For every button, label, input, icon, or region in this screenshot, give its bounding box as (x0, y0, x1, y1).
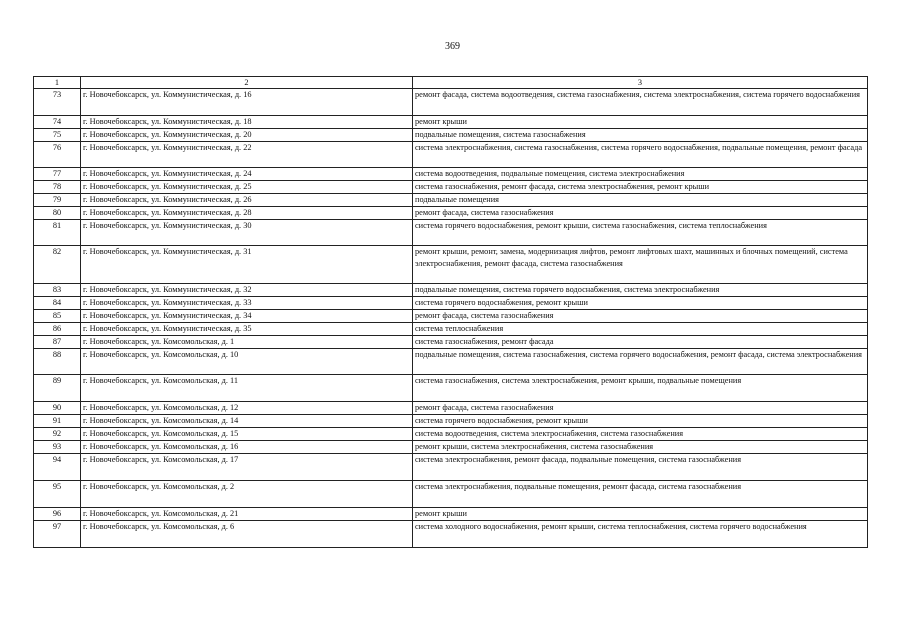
row-works: ремонт крыши, система электроснабжения, система газоснабжения (413, 441, 868, 454)
row-address: г. Новочебоксарск, ул. Коммунистическая, д. 30 (81, 220, 413, 246)
row-works: система горячего водоснабжения, ремонт крыши, система газоснабжения, система теплоснабжения (413, 220, 868, 246)
table-row (34, 246, 868, 284)
row-address: г. Новочебоксарск, ул. Коммунистическая, д. 26 (81, 194, 413, 207)
row-works: подвальные помещения, система горячего водоснабжения, система электроснабжения (413, 284, 868, 297)
header-row (34, 77, 868, 89)
row-number: 90 (34, 402, 81, 415)
row-address: г. Новочебоксарск, ул. Комсомольская, д. 15 (81, 428, 413, 441)
row-number: 81 (34, 220, 81, 246)
column-number-2: 2 (81, 77, 413, 89)
row-address: г. Новочебоксарск, ул. Комсомольская, д. 11 (81, 375, 413, 402)
table-row (34, 481, 868, 508)
row-number: 86 (34, 323, 81, 336)
table-row (34, 89, 868, 116)
table-row (34, 116, 868, 129)
row-works: ремонт фасада, система газоснабжения (413, 310, 868, 323)
row-number: 97 (34, 521, 81, 548)
table-row (34, 129, 868, 142)
row-number: 76 (34, 142, 81, 168)
row-number: 78 (34, 181, 81, 194)
row-address: г. Новочебоксарск, ул. Комсомольская, д. 1 (81, 336, 413, 349)
row-works: ремонт фасада, система газоснабжения (413, 207, 868, 220)
row-address: г. Новочебоксарск, ул. Коммунистическая, д. 16 (81, 89, 413, 116)
row-works: ремонт фасада, система газоснабжения (413, 402, 868, 415)
row-address: г. Новочебоксарск, ул. Коммунистическая, д. 25 (81, 181, 413, 194)
table-row (34, 194, 868, 207)
row-works: система электроснабжения, ремонт фасада, подвальные помещения, система газоснабжения (413, 454, 868, 481)
table-row (34, 284, 868, 297)
table-row (34, 220, 868, 246)
page-number: 369 (445, 41, 460, 52)
row-number: 88 (34, 349, 81, 375)
row-number: 84 (34, 297, 81, 310)
row-address: г. Новочебоксарск, ул. Комсомольская, д. 16 (81, 441, 413, 454)
row-number: 82 (34, 246, 81, 284)
row-works: подвальные помещения, система газоснабжения (413, 129, 868, 142)
row-works: система горячего водоснабжения, ремонт крыши (413, 297, 868, 310)
table-row (34, 168, 868, 181)
table-row (34, 415, 868, 428)
table-row (34, 336, 868, 349)
table-row (34, 375, 868, 402)
table-row (34, 441, 868, 454)
row-works: подвальные помещения (413, 194, 868, 207)
row-number: 83 (34, 284, 81, 297)
row-address: г. Новочебоксарск, ул. Коммунистическая, д. 35 (81, 323, 413, 336)
row-works: система электроснабжения, подвальные помещения, ремонт фасада, система газоснабжения (413, 481, 868, 508)
table-row (34, 508, 868, 521)
table-header (34, 77, 868, 89)
table-row (34, 521, 868, 548)
row-number: 79 (34, 194, 81, 207)
row-number: 93 (34, 441, 81, 454)
row-address: г. Новочебоксарск, ул. Коммунистическая, д. 20 (81, 129, 413, 142)
row-address: г. Новочебоксарск, ул. Коммунистическая, д. 18 (81, 116, 413, 129)
table-row (34, 310, 868, 323)
row-works: ремонт крыши (413, 116, 868, 129)
row-address: г. Новочебоксарск, ул. Комсомольская, д. 10 (81, 349, 413, 375)
housing-repair-table (33, 76, 868, 548)
row-works: система электроснабжения, система газоснабжения, система горячего водоснабжения, подвальные помещения, ремонт фасада (413, 142, 868, 168)
row-works: система газоснабжения, ремонт фасада, система электроснабжения, ремонт крыши (413, 181, 868, 194)
column-number-1: 1 (34, 77, 81, 89)
row-address: г. Новочебоксарск, ул. Коммунистическая, д. 33 (81, 297, 413, 310)
row-address: г. Новочебоксарск, ул. Коммунистическая, д. 28 (81, 207, 413, 220)
row-works: система газоснабжения, ремонт фасада (413, 336, 868, 349)
row-address: г. Новочебоксарск, ул. Коммунистическая, д. 32 (81, 284, 413, 297)
row-number: 77 (34, 168, 81, 181)
table-row (34, 207, 868, 220)
row-works: система водоотведения, система электроснабжения, система газоснабжения (413, 428, 868, 441)
row-number: 92 (34, 428, 81, 441)
row-number: 80 (34, 207, 81, 220)
row-works: ремонт крыши (413, 508, 868, 521)
row-number: 74 (34, 116, 81, 129)
row-number: 91 (34, 415, 81, 428)
row-works: система газоснабжения, система электроснабжения, ремонт крыши, подвальные помещения (413, 375, 868, 402)
row-number: 94 (34, 454, 81, 481)
row-works: ремонт фасада, система водоотведения, система газоснабжения, система электроснабжения, система горячего водоснабжения (413, 89, 868, 116)
row-works: подвальные помещения, система газоснабжения, система горячего водоснабжения, ремонт фасада, система электроснабжения (413, 349, 868, 375)
row-works: ремонт крыши, ремонт, замена, модернизация лифтов, ремонт лифтовых шахт, машинных и блочных помещений, система электроснабжения, ремонт фасада, система газоснабжения (413, 246, 868, 284)
row-number: 96 (34, 508, 81, 521)
row-works: система теплоснабжения (413, 323, 868, 336)
row-address: г. Новочебоксарск, ул. Комсомольская, д. 14 (81, 415, 413, 428)
row-works: система горячего водоснабжения, ремонт крыши (413, 415, 868, 428)
table-row (34, 428, 868, 441)
row-address: г. Новочебоксарск, ул. Коммунистическая, д. 34 (81, 310, 413, 323)
table-row (34, 142, 868, 168)
table-body (34, 89, 868, 548)
row-address: г. Новочебоксарск, ул. Комсомольская, д. 12 (81, 402, 413, 415)
table-row (34, 349, 868, 375)
column-number-3: 3 (413, 77, 868, 89)
table-row (34, 323, 868, 336)
row-address: г. Новочебоксарск, ул. Коммунистическая, д. 31 (81, 246, 413, 284)
row-number: 89 (34, 375, 81, 402)
row-address: г. Новочебоксарск, ул. Комсомольская, д. 2 (81, 481, 413, 508)
row-number: 87 (34, 336, 81, 349)
table-row (34, 297, 868, 310)
row-number: 73 (34, 89, 81, 116)
row-number: 75 (34, 129, 81, 142)
table-row (34, 402, 868, 415)
row-number: 95 (34, 481, 81, 508)
row-address: г. Новочебоксарск, ул. Комсомольская, д. 6 (81, 521, 413, 548)
row-address: г. Новочебоксарск, ул. Коммунистическая, д. 22 (81, 142, 413, 168)
row-works: система водоотведения, подвальные помещения, система электроснабжения (413, 168, 868, 181)
row-number: 85 (34, 310, 81, 323)
row-address: г. Новочебоксарск, ул. Коммунистическая, д. 24 (81, 168, 413, 181)
table-row (34, 181, 868, 194)
row-works: система холодного водоснабжения, ремонт крыши, система теплоснабжения, система горячего водоснабжения (413, 521, 868, 548)
table-row (34, 454, 868, 481)
row-address: г. Новочебоксарск, ул. Комсомольская, д. 17 (81, 454, 413, 481)
row-address: г. Новочебоксарск, ул. Комсомольская, д. 21 (81, 508, 413, 521)
